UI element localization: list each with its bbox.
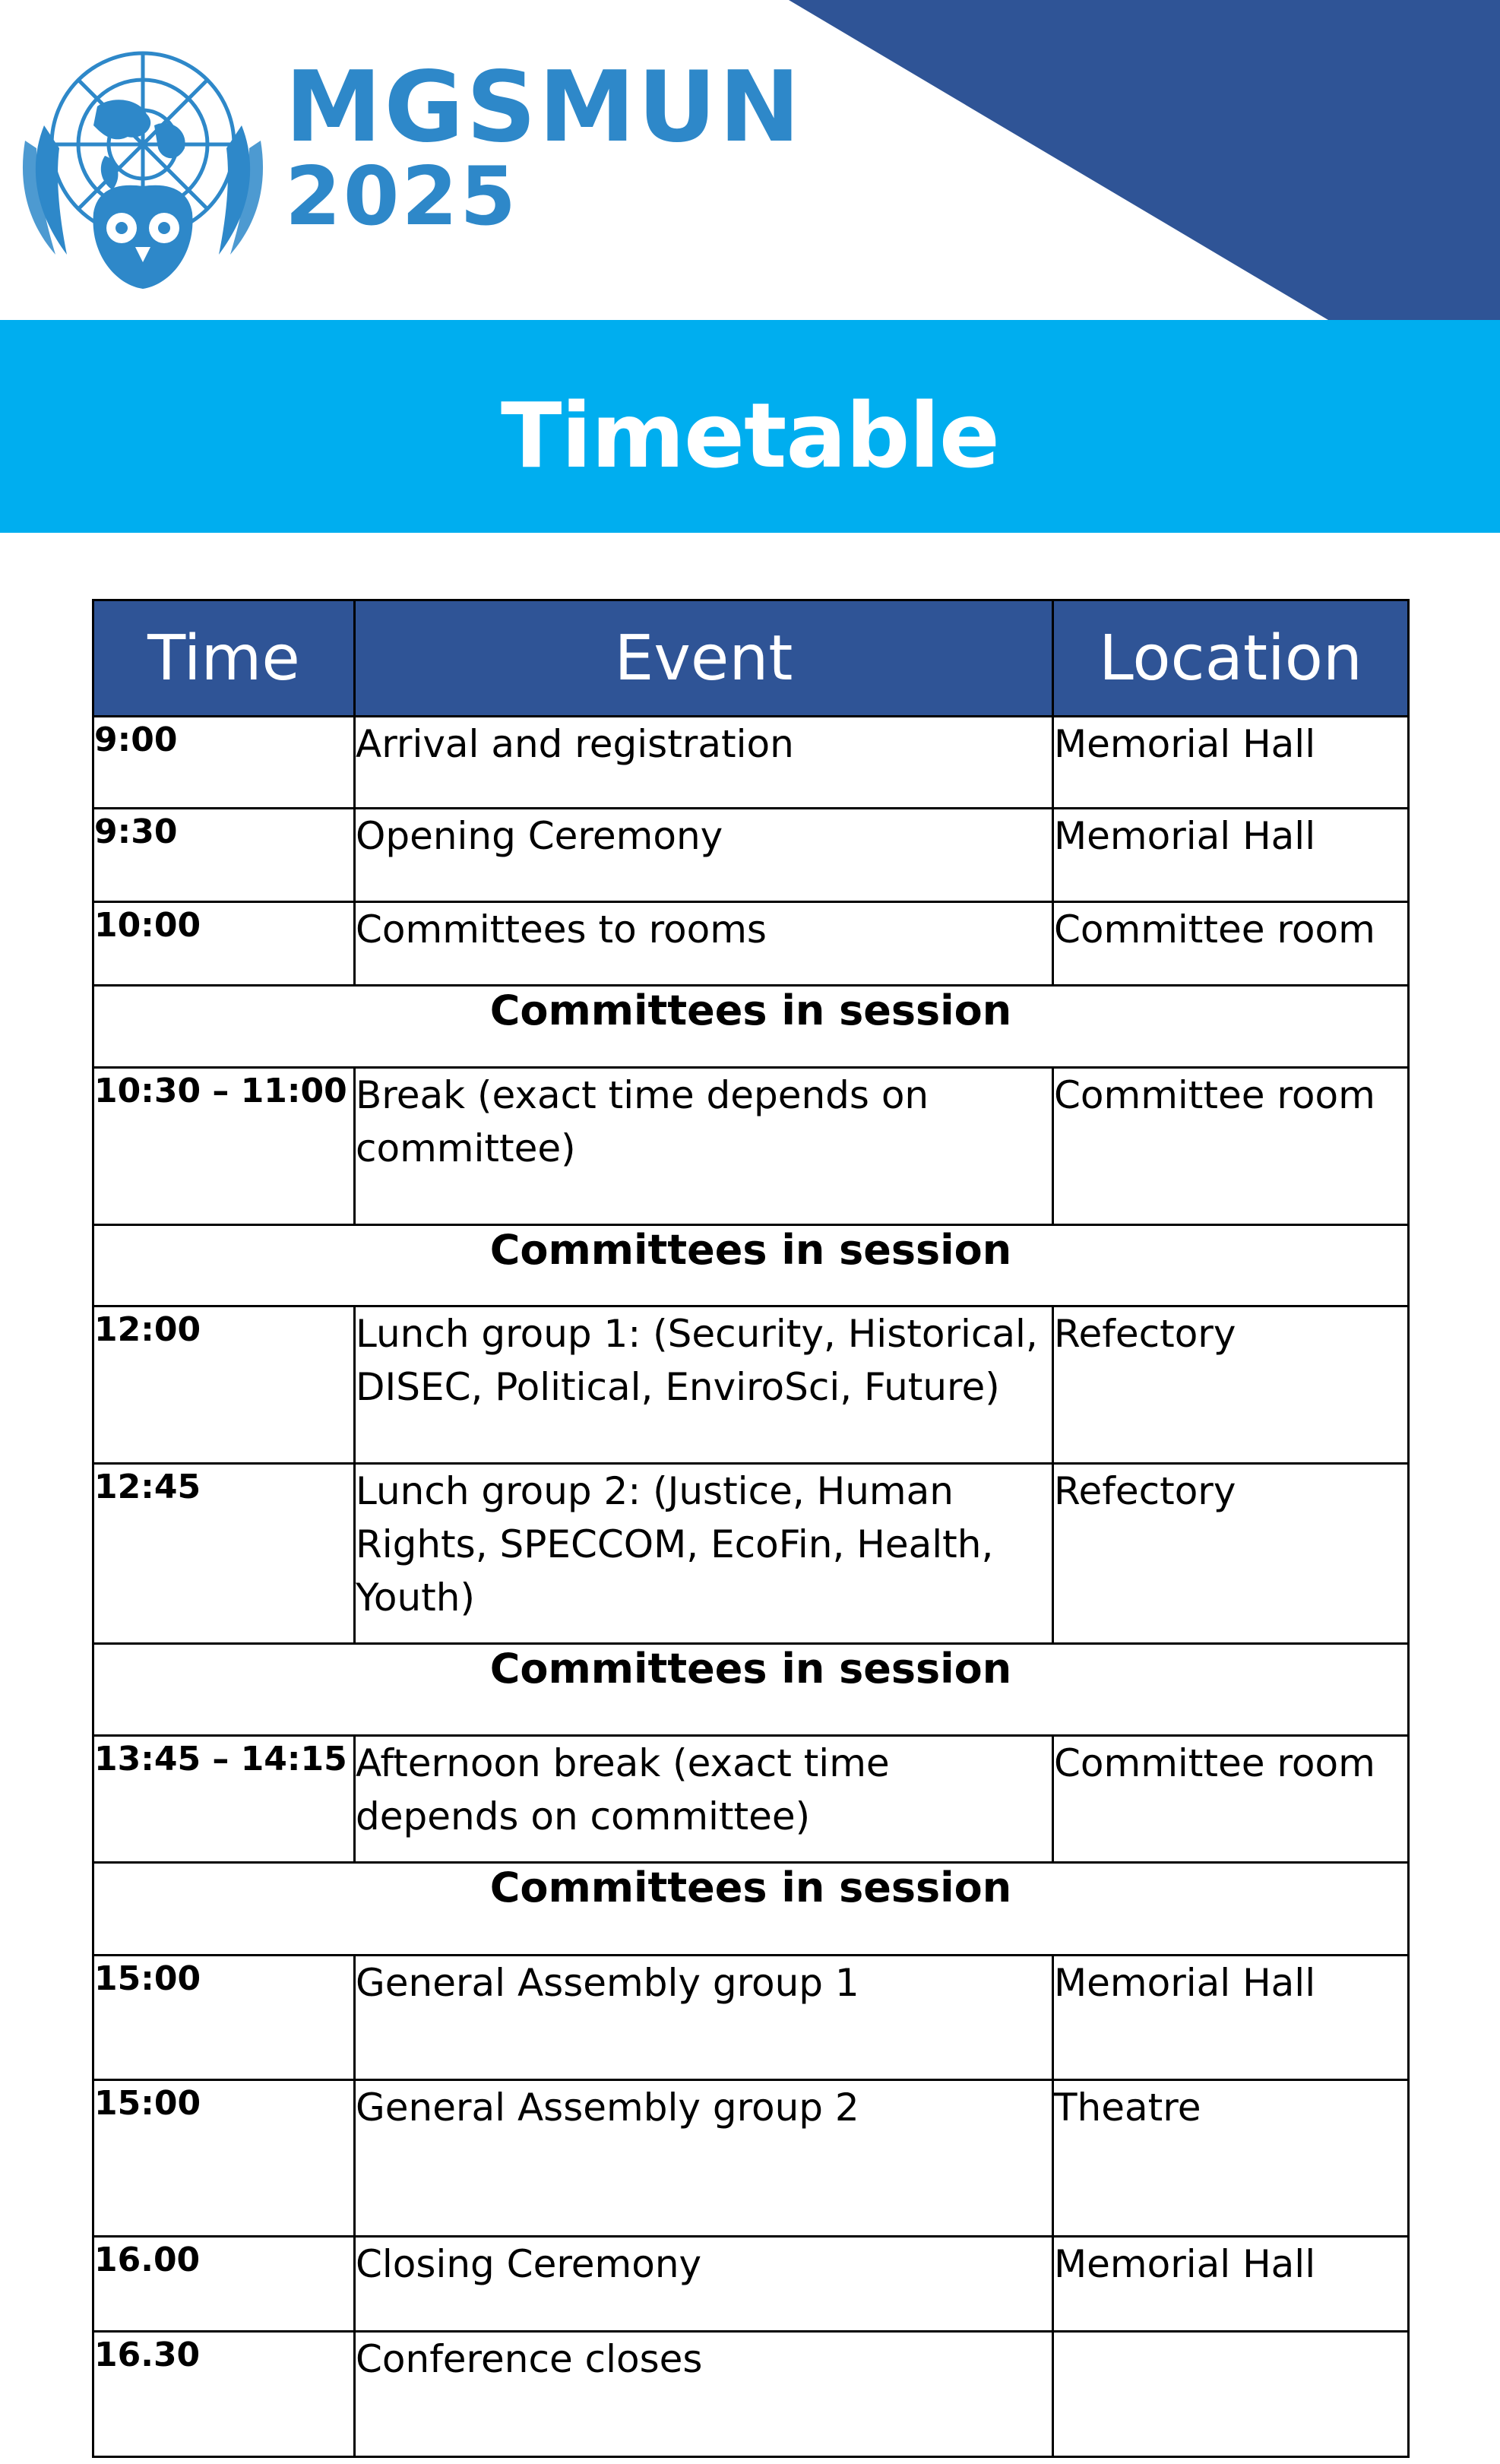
- session-row: [93, 1863, 1409, 1956]
- session-label: Committees in session: [93, 1644, 1409, 1736]
- location-cell: Memorial Hall: [1053, 2237, 1409, 2332]
- time-cell: 16.30: [93, 2332, 355, 2457]
- time-cell: 9:00: [93, 717, 355, 809]
- table-row: [93, 809, 1409, 902]
- session-row: [93, 1225, 1409, 1306]
- table-row: [93, 1956, 1409, 2080]
- event-cell: Opening Ceremony: [355, 809, 1053, 902]
- time-cell: 12:45: [93, 1464, 355, 1644]
- session-label: Committees in session: [93, 986, 1409, 1068]
- location-cell: [1053, 2332, 1409, 2457]
- logo-name: MGSMUN: [285, 51, 803, 164]
- time-cell: 9:30: [93, 809, 355, 902]
- location-cell: Committee room: [1053, 902, 1409, 986]
- time-cell: 16.00: [93, 2237, 355, 2332]
- time-cell: 10:30 – 11:00: [93, 1068, 355, 1225]
- table-row: [93, 1068, 1409, 1225]
- time-cell: 10:00: [93, 902, 355, 986]
- column-header-event: Event: [355, 600, 1053, 717]
- location-cell: Theatre: [1053, 2080, 1409, 2237]
- location-cell: Memorial Hall: [1053, 717, 1409, 809]
- location-cell: Memorial Hall: [1053, 1956, 1409, 2080]
- event-cell: Committees to rooms: [355, 902, 1053, 986]
- session-row: [93, 986, 1409, 1068]
- table-row: [93, 2237, 1409, 2332]
- session-label: Committees in session: [93, 1225, 1409, 1306]
- location-cell: Committee room: [1053, 1068, 1409, 1225]
- event-cell: Lunch group 1: (Security, Historical, DISEC, Political, EnviroSci, Future): [355, 1306, 1053, 1464]
- logo-year: 2025: [285, 150, 519, 243]
- session-row: [93, 1644, 1409, 1736]
- column-header-time: Time: [93, 600, 355, 717]
- event-cell: General Assembly group 1: [355, 1956, 1053, 2080]
- event-cell: Conference closes: [355, 2332, 1053, 2457]
- un-emblem-logo-icon: [14, 34, 272, 300]
- table-row: [93, 2080, 1409, 2237]
- table-row: [93, 2332, 1409, 2457]
- table-header-row: [93, 600, 1409, 717]
- location-cell: Memorial Hall: [1053, 809, 1409, 902]
- column-header-location: Location: [1053, 600, 1409, 717]
- table-row: [93, 1464, 1409, 1644]
- event-cell: General Assembly group 2: [355, 2080, 1053, 2237]
- time-cell: 12:00: [93, 1306, 355, 1464]
- event-cell: Lunch group 2: (Justice, Human Rights, SPECCOM, EcoFin, Health, Youth): [355, 1464, 1053, 1644]
- event-cell: Afternoon break (exact time depends on committee): [355, 1736, 1053, 1863]
- table-row: [93, 717, 1409, 809]
- time-cell: 15:00: [93, 1956, 355, 2080]
- page-title: Timetable: [501, 383, 999, 488]
- timetable: [92, 599, 1410, 2458]
- event-cell: Closing Ceremony: [355, 2237, 1053, 2332]
- event-cell: Arrival and registration: [355, 717, 1053, 809]
- time-cell: 15:00: [93, 2080, 355, 2237]
- table-row: [93, 902, 1409, 986]
- location-cell: Refectory: [1053, 1464, 1409, 1644]
- session-label: Committees in session: [93, 1863, 1409, 1956]
- location-cell: Refectory: [1053, 1306, 1409, 1464]
- time-cell: 13:45 – 14:15: [93, 1736, 355, 1863]
- logo-wordmark: [285, 51, 803, 243]
- location-cell: Committee room: [1053, 1736, 1409, 1863]
- table-row: [93, 1306, 1409, 1464]
- event-cell: Break (exact time depends on committee): [355, 1068, 1053, 1225]
- table-row: [93, 1736, 1409, 1863]
